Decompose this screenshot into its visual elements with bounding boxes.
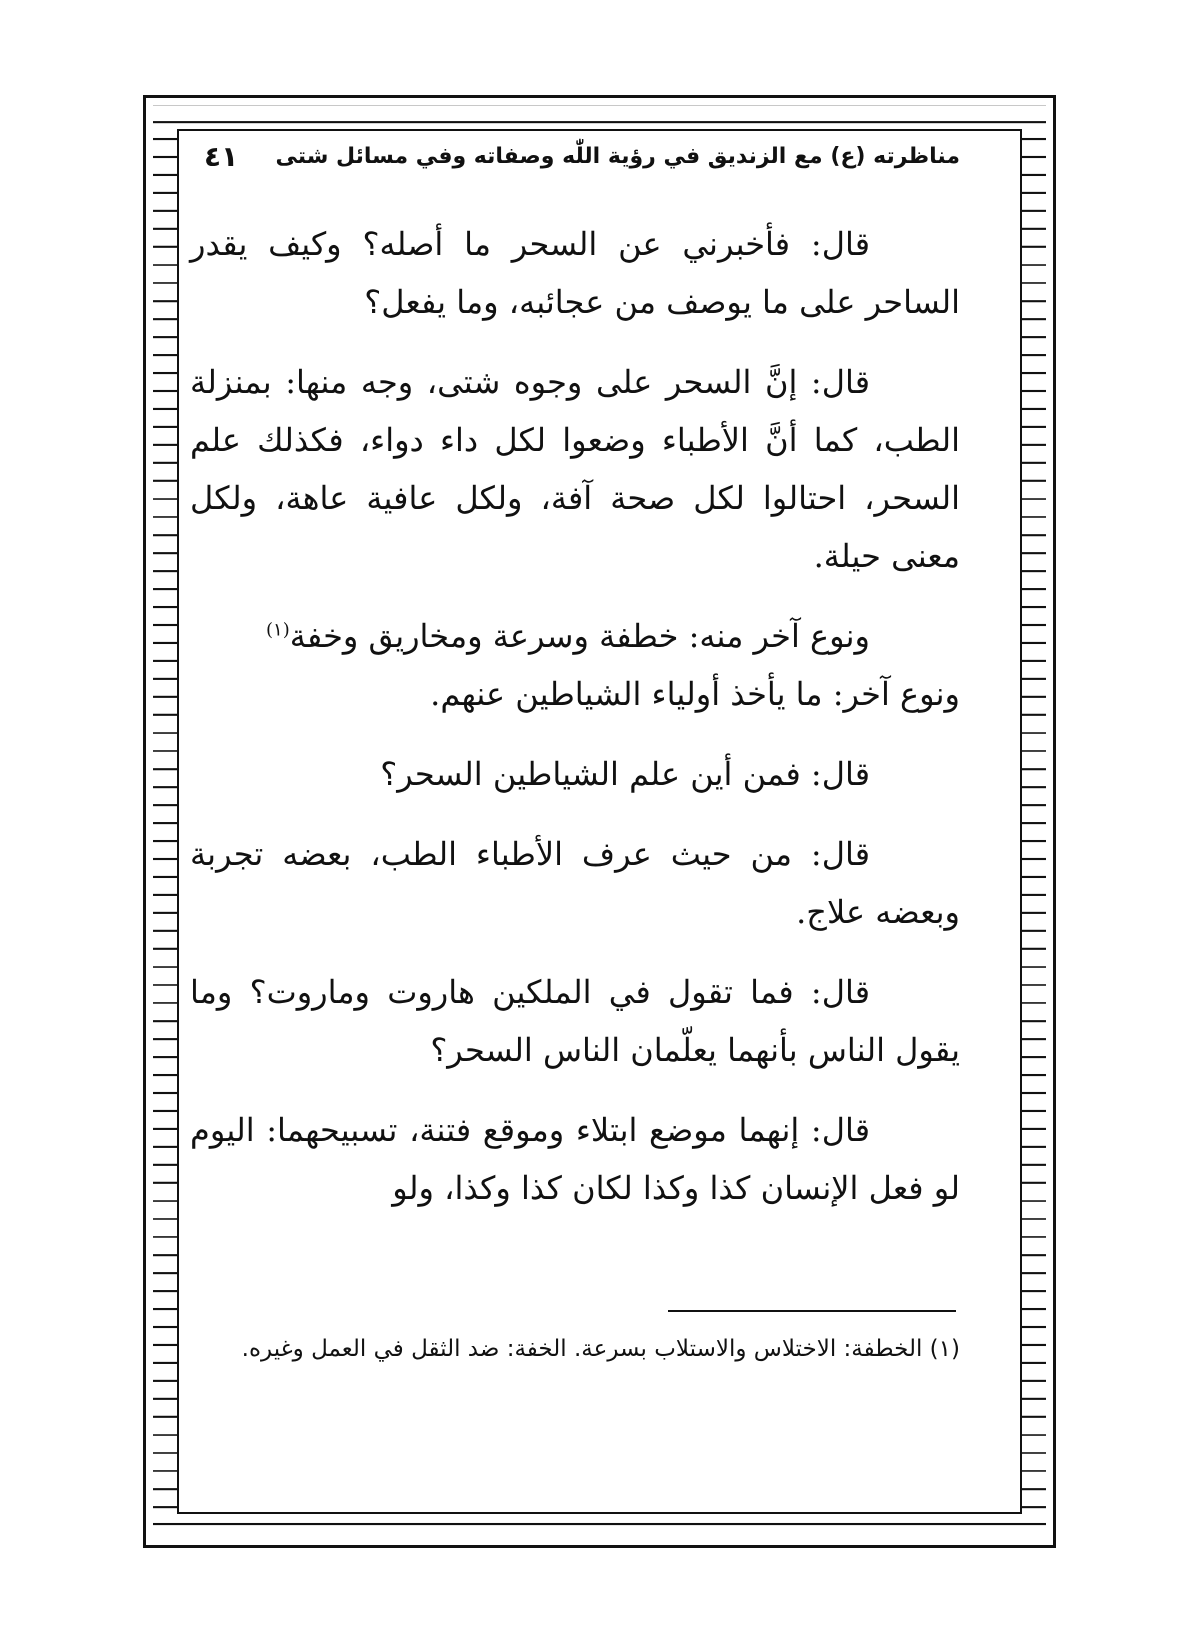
- running-title: مناظرته (ع) مع الزنديق في رؤية اللّٰه وصفاته وفي مسائل شتى: [275, 144, 960, 169]
- paragraph: قال: إنهما موضع ابتلاء وموقع فتنة، تسبيحهما: اليوم لو فعل الإنسان كذا وكذا لكان كذا وكذا، ولو: [190, 1111, 960, 1207]
- body-text: [190, 215, 960, 1239]
- paragraph: ونوع آخر: ما يأخذ أولياء الشياطين عنهم.: [430, 675, 960, 713]
- page-header: [190, 140, 960, 180]
- paragraph: قال: فأخبرني عن السحر ما أصله؟ وكيف يقدر الساحر على ما يوصف من عجائبه، وما يفعل؟: [190, 225, 960, 321]
- paragraph: [190, 607, 960, 665]
- paragraph: قال: من حيث عرف الأطباء الطب، بعضه تجربة وبعضه علاج.: [190, 835, 960, 931]
- footnote-marker: (١): [266, 619, 290, 641]
- page-content: [190, 130, 970, 1510]
- paragraph: قال: فمن أين علم الشياطين السحر؟: [380, 755, 870, 793]
- paragraph-text: ونوع آخر منه: خطفة وسرعة ومخاريق وخفة: [289, 617, 870, 655]
- page-number: ٤١: [204, 140, 239, 173]
- footnote-separator: [668, 1310, 956, 1312]
- paragraph: قال: فما تقول في الملكين هاروت وماروت؟ وما يقول الناس بأنهما يعلّمان الناس السحر؟: [190, 973, 960, 1069]
- footnote: (١) الخطفة: الاختلاس والاستلاب بسرعة. الخفة: ضد الثقل في العمل وغيره.: [241, 1336, 960, 1362]
- paragraph: قال: إنَّ السحر على وجوه شتى، وجه منها: بمنزلة الطب، كما أنَّ الأطباء وضعوا لكل داء دواء، فكذلك علم السحر، احتالوا لكل صحة آفة، ولكل عافية عاهة، ولكل معنى حيلة.: [190, 363, 960, 575]
